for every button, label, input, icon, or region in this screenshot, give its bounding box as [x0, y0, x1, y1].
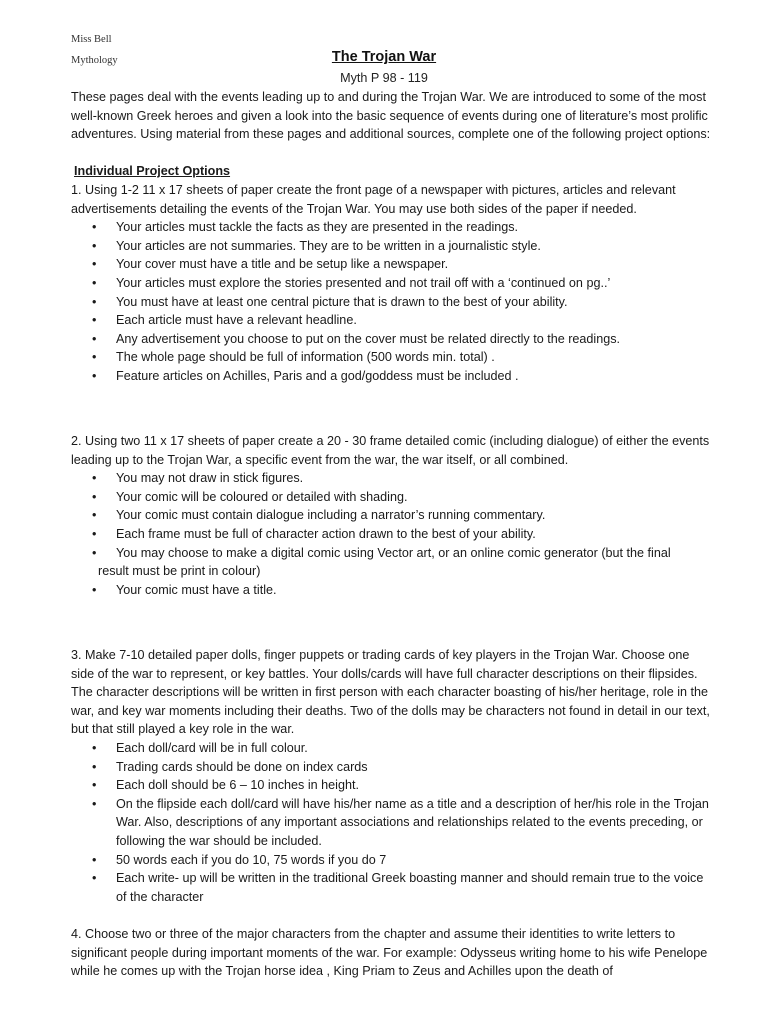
bullet-icon: • — [92, 489, 97, 504]
option-2-text: 2. Using two 11 x 17 sheets of paper create a 20 - 30 frame detailed comic (including dialogue) of either the events leading up to the Trojan War, a specific event from the war, the war itself, or all combined. — [71, 434, 710, 467]
document-body — [71, 88, 711, 981]
option-3-text: 3. Make 7-10 detailed paper dolls, finger puppets or trading cards of key players in the Trojan War. Choose one side of the war to represent, or key battles. Your dolls/cards will have full character descriptions on their flipsides. The character descriptions will be written in first person with each character boasting of his/her heritage, role in the war, and key war moments including their deaths. Two of the dolls may be characters not found in detail in our text, but that still played a key role in the war. — [71, 648, 710, 737]
option-3-bullets — [71, 739, 711, 906]
bullet-icon: • — [92, 368, 97, 383]
bullet-icon: • — [92, 778, 97, 793]
bullet-icon: • — [92, 220, 97, 235]
list-item-continuation: result must be print in colour) — [98, 564, 261, 579]
option-1-bullets — [71, 218, 711, 385]
list-item: • You may not draw in stick figures. — [71, 469, 711, 488]
page-title: The Trojan War — [331, 49, 437, 65]
bullet-icon: • — [92, 796, 97, 811]
bullet-icon: • — [92, 852, 97, 867]
list-item: • Each doll should be 6 – 10 inches in height. — [71, 776, 711, 795]
intro-paragraph: These pages deal with the events leading up to and during the Trojan War. We are introduced to some of the most well-known Greek heroes and given a look into the basic sequence of events during one of literature’s most prolific adventures. Using material from these pages and additional sources, complete one of the following project options: — [71, 90, 711, 142]
list-item: • Each write- up will be written in the traditional Greek boasting manner and should remain true to the voice of the character — [92, 871, 704, 904]
list-item: • Each doll/card will be in full colour. — [71, 739, 711, 758]
list-item: • On the flipside each doll/card will have his/her name as a title and a description of her/his role in the Trojan War. Also, descriptions of any important associations and relationships related to the events preceding, or following the war should be included. — [92, 796, 709, 848]
list-item: • You must have at least one central picture that is drawn to the best of your ability. — [71, 293, 711, 312]
list-item: • Trading cards should be done on index cards — [71, 758, 711, 777]
bullet-icon: • — [92, 582, 97, 597]
bullet-icon: • — [92, 759, 97, 774]
bullet-icon: • — [92, 331, 97, 346]
bullet-icon: • — [92, 313, 97, 328]
list-item: • Each frame must be full of character action drawn to the best of your ability. — [71, 525, 711, 544]
list-item: • Your comic must contain dialogue including a narrator’s running commentary. — [71, 506, 711, 525]
section-heading: Individual Project Options — [74, 164, 231, 179]
list-item: • Your articles must tackle the facts as they are presented in the readings. — [71, 218, 711, 237]
bullet-icon: • — [92, 527, 97, 542]
bullet-icon: • — [92, 545, 97, 560]
bullet-icon: • — [92, 294, 97, 309]
page-reference: Myth P 98 - 119 — [340, 71, 428, 85]
teacher-name: Miss Bell — [71, 34, 112, 45]
bullet-icon: • — [92, 238, 97, 253]
subject-name: Mythology — [71, 55, 118, 66]
bullet-icon: • — [92, 741, 97, 755]
list-item: • Your articles are not summaries. They are to be written in a journalistic style. — [71, 237, 711, 256]
option-4-text: 4. Choose two or three of the major characters from the chapter and assume their identities to write letters to significant people during important moments of the war. For example: Odysseus writing home to his wife Penelope while he comes up with the Trojan horse idea , King Priam to Zeus and Achilles upon the death of — [71, 926, 708, 979]
bullet-icon: • — [92, 508, 97, 523]
list-item: • 50 words each if you do 10, 75 words if you do 7 — [71, 851, 711, 870]
list-item: • Feature articles on Achilles, Paris and a god/goddess must be included . — [71, 367, 711, 386]
list-item: • Your comic will be coloured or detailed with shading. — [71, 488, 711, 507]
bullet-icon: • — [92, 257, 97, 272]
bullet-icon: • — [92, 350, 97, 365]
list-item: • You may choose to make a digital comic using Vector art, or an online comic generator (but the final result must be print in colour) — [71, 544, 711, 581]
bullet-icon: • — [92, 871, 97, 886]
option-1-text: 1. Using 1-2 11 x 17 sheets of paper create the front page of a newspaper with pictures, articles and relevant advertisements detailing the events of the Trojan War. You may use both sides of the paper if needed. — [71, 182, 676, 216]
list-item: • Each article must have a relevant headline. — [71, 311, 711, 330]
option-2-bullets — [71, 469, 711, 599]
list-item: • The whole page should be full of information (500 words min. total) . — [71, 348, 711, 367]
bullet-icon: • — [92, 471, 97, 486]
list-item: • Any advertisement you choose to put on the cover must be related directly to the readings. — [71, 330, 711, 349]
list-item: • Your comic must have a title. — [71, 581, 711, 600]
bullet-icon: • — [92, 275, 97, 290]
list-item: • Your cover must have a title and be setup like a newspaper. — [71, 255, 711, 274]
list-item: • Your articles must explore the stories presented and not trail off with a ‘continued on pg..’ — [71, 274, 711, 293]
